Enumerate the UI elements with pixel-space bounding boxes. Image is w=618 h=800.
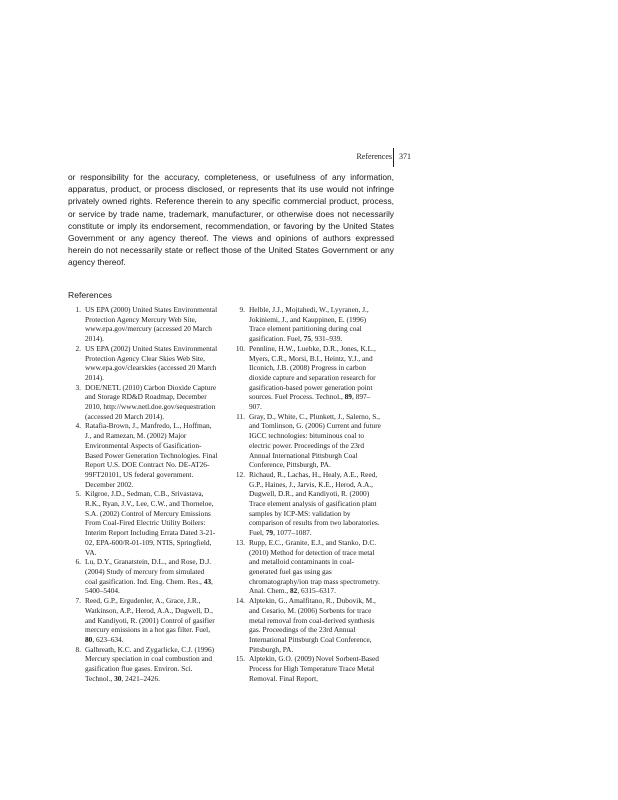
references-heading: References — [68, 290, 112, 300]
reference-text — [85, 421, 218, 489]
reference-text — [85, 557, 218, 596]
reference-item — [232, 305, 382, 344]
reference-citation: Kilgroe, J.D., Sedman, C.B., Srivastava, R.K., Ryan, J.V., Lee, C.W., and Thorneloe, S.A. (2002) Control of Mercury Emissions From Coal-Fired Electric Utility Boilers: Interim Report Including Errata Dated 3-21-02, EPA-600/R-01-109, NTIS, Springfield, VA. — [85, 489, 216, 557]
reference-citation: Reed, G.P., Ergudenler, A., Grace, J.R., Watkinson, A.P., Herod, A.A., Dugwell, D., and Kandiyoti, R. (2001) Control of gasifier mercury emissions in a hot gas filter. Fuel, — [85, 596, 215, 635]
reference-item — [68, 421, 218, 489]
reference-number: 11. — [236, 411, 245, 421]
references-column-left — [68, 305, 218, 683]
references-column-right — [232, 305, 382, 683]
reference-item — [68, 596, 218, 645]
page-number: 371 — [399, 152, 411, 161]
reference-number: 13. — [235, 537, 245, 547]
reference-pages: , 1077–1087. — [273, 528, 312, 538]
reference-text — [85, 305, 218, 344]
reference-item — [232, 470, 382, 538]
reference-pages: , 623–634. — [92, 634, 124, 644]
reference-citation: US EPA (2000) United States Environmental Protection Agency Mercury Web Site, www.epa.gov/mercury (accessed 20 March 2014). — [85, 305, 218, 344]
reference-number: 15. — [235, 654, 245, 664]
reference-citation: Lu, D.Y., Granatstein, D.L., and Rose, D.J. (2004) Study of mercury from simulated coal gasification. Ind. Eng. Chem. Res., — [85, 557, 212, 586]
reference-number: 2. — [75, 343, 81, 353]
reference-citation: US EPA (2002) United States Environmental Protection Agency Clear Skies Web Site, www.epa.gov/clearskies (accessed 20 March 2014). — [85, 343, 218, 382]
reference-item — [68, 557, 218, 596]
reference-volume: 89 — [344, 392, 352, 402]
reference-citation: Alptekin, G.O. (2009) Novel Sorbent-Based Process for High Temperature Trace Metal Removal. Final Report, — [249, 654, 379, 683]
reference-number: 7. — [75, 596, 81, 606]
reference-citation: Ratafia-Brown, J., Manfredo, L., Hoffman, J., and Ramezan, M. (2002) Major Environmental Aspects of Gasification-Based Power Generation Technologies. Final Report U.S. DOE Contract No. DE-AT26-99FT20101, US federal government. December 2002. — [85, 421, 218, 489]
reference-volume: 43 — [203, 576, 212, 586]
reference-citation: Galbreath, K.C. and Zygarlicke, C.J. (1996) Mercury speciation in coal combustion and gasification flue gases. Environ. Sci. Technol., — [85, 644, 215, 683]
reference-text — [249, 538, 382, 596]
reference-item — [232, 412, 382, 470]
reference-number: 5. — [75, 489, 81, 499]
reference-text — [249, 344, 382, 412]
reference-item — [68, 383, 218, 422]
reference-citation: Richaud, R., Lachas, H., Healy, A.E., Reed, G.P., Haines, J., Jarvis, K.E., Herod, A.A., Dugwell, D.R., and Kandiyoti, R. (2000) Trace element analysis of gasification plant samples by ICP-MS: validation by comparison of results from two laboratories. Fuel, — [249, 469, 380, 538]
reference-number: 12. — [235, 469, 245, 479]
reference-number: 8. — [75, 644, 81, 654]
reference-pages: , 6315–6317. — [297, 586, 336, 596]
running-header-section: References — [356, 152, 392, 161]
reference-number: 6. — [75, 557, 81, 567]
reference-text — [249, 470, 382, 538]
reference-text — [249, 596, 382, 654]
reference-pages: , 2421–2426. — [121, 673, 160, 683]
reference-item — [232, 596, 382, 654]
reference-citation: Rupp, E.C., Granite, E.J., and Stanko, D.C. (2010) Method for detection of trace metal and metalloid contaminants in coal-generated fuel gas using gas chromatography/ion trap mass spectrometry. Anal. Chem., — [249, 537, 380, 596]
reference-pages: , 5400–5404. — [85, 576, 213, 596]
reference-volume: 82 — [290, 586, 298, 596]
header-divider — [393, 148, 394, 167]
reference-item — [232, 344, 382, 412]
reference-text — [85, 596, 218, 645]
reference-citation: Pennline, H.W., Luebke, D.R., Jones, K.L., Myers, C.R., Morsi, B.I., Heintz, Y.J., and Ilconich, J.B. (2008) Progress in carbon dioxide capture and separation research for gasification-based power generation point sources. Fuel Process. Technol., — [249, 343, 376, 402]
reference-item — [232, 538, 382, 596]
reference-text — [85, 645, 218, 684]
reference-number: 14. — [235, 596, 245, 606]
disclaimer-paragraph: or responsibility for the accuracy, completeness, or usefulness of any information, apparatus, product, or process disclosed, or represents that its use would not infringe privately owned rights. Reference therein to any specific commercial product, process, or service by trade name, trademark, manufacturer, or otherwise does not necessarily constitute or imply its endorsement, recommendation, or favoring by the United States Government or any agency thereof. The views and opinions of authors expressed herein do not necessarily state or reflect those of the United States Government or any agency thereof. — [68, 172, 394, 268]
reference-number: 10. — [235, 343, 245, 353]
reference-pages: , 897–907. — [249, 392, 371, 412]
reference-text — [249, 654, 382, 683]
reference-text — [249, 412, 382, 470]
reference-volume: 30 — [114, 673, 122, 683]
reference-volume: 75 — [303, 334, 312, 344]
reference-item — [68, 344, 218, 383]
reference-item — [68, 645, 218, 684]
reference-number: 3. — [75, 382, 81, 392]
reference-item — [68, 305, 218, 344]
reference-text — [85, 344, 218, 383]
reference-citation: DOE/NETL (2010) Carbon Dioxide Capture and Storage RD&D Roadmap, December 2010, http://www.netl.doe.gov/sequestration (accessed 20 March 2014). — [85, 382, 217, 421]
reference-item — [232, 654, 382, 683]
reference-volume: 79 — [265, 528, 274, 538]
reference-citation: Alptekin, G., Amalfitano, R., Dubovik, M., and Cesario, M. (2006) Sorbents for trace metal removal from coal-derived synthesis gas. Proceedings of the 23rd Annual International Pittsburgh Coal Conference, Pittsburgh, PA. — [249, 596, 376, 654]
reference-text — [85, 489, 218, 557]
running-header — [0, 148, 618, 168]
reference-number: 4. — [75, 421, 81, 431]
reference-number: 1. — [75, 305, 81, 314]
reference-text — [249, 305, 382, 344]
reference-number: 9. — [239, 305, 245, 314]
reference-citation: Helble, J.J., Mojtahedi, W., Lyyranen, J., Jokiniemi, J., and Kauppinen, E. (1996) Trace element partitioning during coal gasification. Fuel, — [249, 305, 369, 344]
reference-pages: , 931–939. — [311, 334, 343, 344]
reference-citation: Gray, D., White, C., Plunkett, J., Salerno, S., and Tomlinson, G. (2006) Current and future IGCC technologies: bituminous coal to electric power. Proceedings of the 23rd Annual International Pittsburgh Coal Conference, Pittsburgh, PA. — [249, 411, 381, 470]
reference-item — [68, 489, 218, 557]
reference-text — [85, 383, 218, 422]
reference-volume: 80 — [85, 634, 93, 644]
